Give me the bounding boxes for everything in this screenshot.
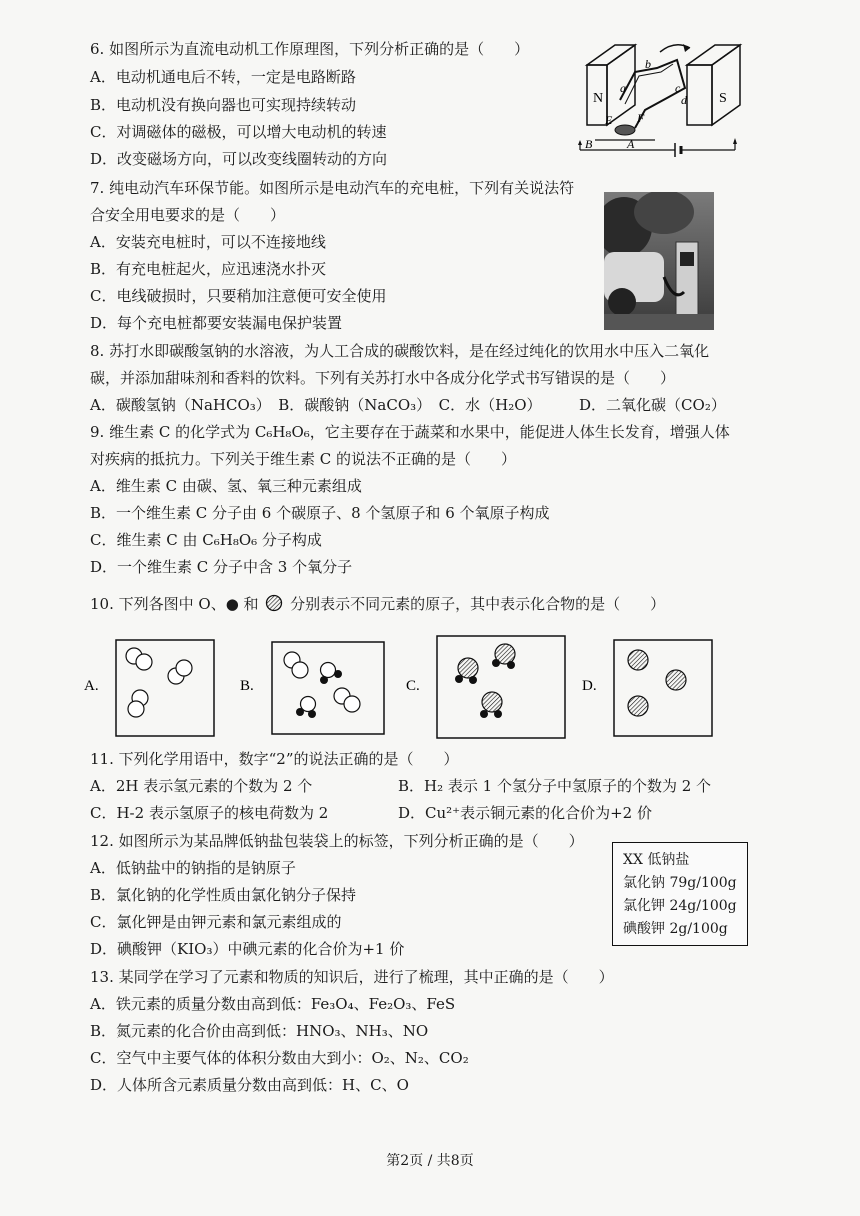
motor-label-d: d bbox=[681, 93, 687, 107]
q10-label-b: B. bbox=[240, 678, 254, 694]
q13-option-c: C．空气中主要气体的体积分数由大到小：O₂、N₂、CO₂ bbox=[90, 1049, 469, 1067]
q12-option-c: C．氯化钾是由钾元素和氯元素组成的 bbox=[90, 913, 342, 931]
q10-label-a: A. bbox=[84, 678, 99, 694]
q8-stem-line2: 碳，并添加甜味剂和香料的饮料。下列有关苏打水中各成分化学式书写错误的是（ ） bbox=[90, 369, 676, 387]
motor-label-s: S bbox=[719, 91, 727, 106]
q10-figure bbox=[80, 632, 720, 742]
salt-label-row-kio3: 碘酸钾 2g/100g bbox=[623, 921, 728, 937]
q12-option-d: D．碘酸钾（KIO₃）中碘元素的化合价为+1 价 bbox=[90, 940, 405, 958]
q6-option-d: D．改变磁场方向，可以改变线圈转动的方向 bbox=[90, 150, 388, 168]
q12-option-a: A．低钠盐中的钠指的是钠原子 bbox=[90, 859, 296, 877]
q8-stem-line1: 8. 苏打水即碳酸氢钠的水溶液，为人工合成的碳酸饮料，是在经过纯化的饮用水中压入二氧化 bbox=[90, 342, 710, 360]
q13-stem: 13. 某同学在学习了元素和物质的知识后，进行了梳理，其中正确的是（ ） bbox=[90, 968, 614, 986]
q11-option-b: B．H₂ 表示 1 个氢分子中氢原子的个数为 2 个 bbox=[398, 777, 712, 795]
motor-label-b: b bbox=[645, 57, 651, 71]
q6-option-c: C．对调磁体的磁极，可以增大电动机的转速 bbox=[90, 123, 387, 141]
q10-stem-part2: 分别表示不同元素的原子，其中表示化合物的是（ ） bbox=[290, 595, 666, 613]
motor-label-n: N bbox=[593, 91, 604, 106]
q6-option-b: B．电动机没有换向器也可实现持续转动 bbox=[90, 96, 357, 114]
q9-option-d: D．一个维生素 C 分子中含 3 个氧分子 bbox=[90, 558, 353, 576]
motor-label-a: a bbox=[620, 81, 626, 95]
q13-option-a: A．铁元素的质量分数由高到低：Fe₃O₄、Fe₂O₃、FeS bbox=[90, 995, 456, 1013]
q9-option-c: C．维生素 C 由 C₆H₈O₆ 分子构成 bbox=[90, 531, 322, 549]
q7-stem-line1: 7. 纯电动汽车环保节能。如图所示是电动汽车的充电桩，下列有关说法符 bbox=[90, 179, 575, 197]
q10-box-c bbox=[437, 636, 565, 738]
q10-stem bbox=[90, 593, 665, 615]
q7-option-b: B．有充电桩起火，应迅速浇水扑灭 bbox=[90, 260, 327, 278]
q13-option-d: D．人体所含元素质量分数由高到低：H、C、O bbox=[90, 1076, 409, 1094]
q9-stem-line1: 9. 维生素 C 的化学式为 C₆H₈O₆，它主要存在于蔬菜和水果中，能促进人体生长发育，增强人体 bbox=[90, 423, 730, 441]
q10-box-d bbox=[614, 640, 712, 736]
salt-package-label bbox=[612, 842, 748, 946]
q10-label-d: D. bbox=[582, 678, 597, 694]
motor-label-e: E bbox=[605, 113, 613, 127]
page-footer: 第2页 / 共8页 bbox=[386, 1153, 474, 1169]
motor-diagram bbox=[575, 40, 755, 165]
motor-label-B: B bbox=[585, 137, 593, 151]
hatched-atom-icon bbox=[263, 594, 285, 612]
charging-pile-photo bbox=[604, 192, 714, 330]
q10-label-c: C. bbox=[406, 678, 420, 694]
q11-option-a: A．2H 表示氢元素的个数为 2 个 bbox=[90, 777, 313, 795]
q10-box-b bbox=[272, 642, 384, 734]
salt-label-row-nacl: 氯化钠 79g/100g bbox=[623, 875, 737, 891]
q11-option-d: D．Cu²⁺表示铜元素的化合价为+2 价 bbox=[398, 804, 652, 822]
q7-stem-line2: 合安全用电要求的是（ ） bbox=[90, 206, 286, 224]
q13-option-b: B．氮元素的化合价由高到低：HNO₃、NH₃、NO bbox=[90, 1022, 429, 1040]
q6-stem: 6. 如图所示为直流电动机工作原理图，下列分析正确的是（ ） bbox=[90, 40, 530, 58]
q9-option-b: B．一个维生素 C 分子由 6 个碳原子、8 个氢原子和 6 个氧原子构成 bbox=[90, 504, 550, 522]
q10-box-a bbox=[116, 640, 214, 736]
q11-stem: 11. 下列化学用语中，数字“2”的说法正确的是（ ） bbox=[90, 750, 459, 768]
q9-option-a: A．维生素 C 由碳、氢、氧三种元素组成 bbox=[90, 477, 362, 495]
q9-stem-line2: 对疾病的抵抗力。下列关于维生素 C 的说法不正确的是（ ） bbox=[90, 450, 517, 468]
motor-label-f: F bbox=[637, 111, 645, 125]
q12-stem: 12. 如图所示为某品牌低钠盐包装袋上的标签，下列分析正确的是（ ） bbox=[90, 832, 584, 850]
q6-option-a: A．电动机通电后不转，一定是电路断路 bbox=[90, 68, 356, 86]
q7-option-d: D．每个充电桩都要安装漏电保护装置 bbox=[90, 314, 343, 332]
motor-label-A: A bbox=[627, 137, 635, 151]
q7-option-a: A．安装充电桩时，可以不连接地线 bbox=[90, 233, 326, 251]
q12-option-b: B．氯化钠的化学性质由氯化钠分子保持 bbox=[90, 886, 357, 904]
salt-label-row-kcl: 氯化钾 24g/100g bbox=[623, 898, 737, 914]
q10-stem-part1: 10. 下列各图中 O、● 和 bbox=[90, 595, 259, 613]
salt-label-title: XX 低钠盐 bbox=[623, 852, 690, 868]
q7-option-c: C．电线破损时，只要稍加注意便可安全使用 bbox=[90, 287, 387, 305]
motor-label-c: c bbox=[675, 81, 681, 95]
q11-option-c: C．H-2 表示氢原子的核电荷数为 2 bbox=[90, 804, 329, 822]
q8-options: A．碳酸氢钠（NaHCO₃） B．碳酸钠（NaCO₃） C．水（H₂O） D．二氧化碳（CO₂） bbox=[90, 396, 726, 414]
